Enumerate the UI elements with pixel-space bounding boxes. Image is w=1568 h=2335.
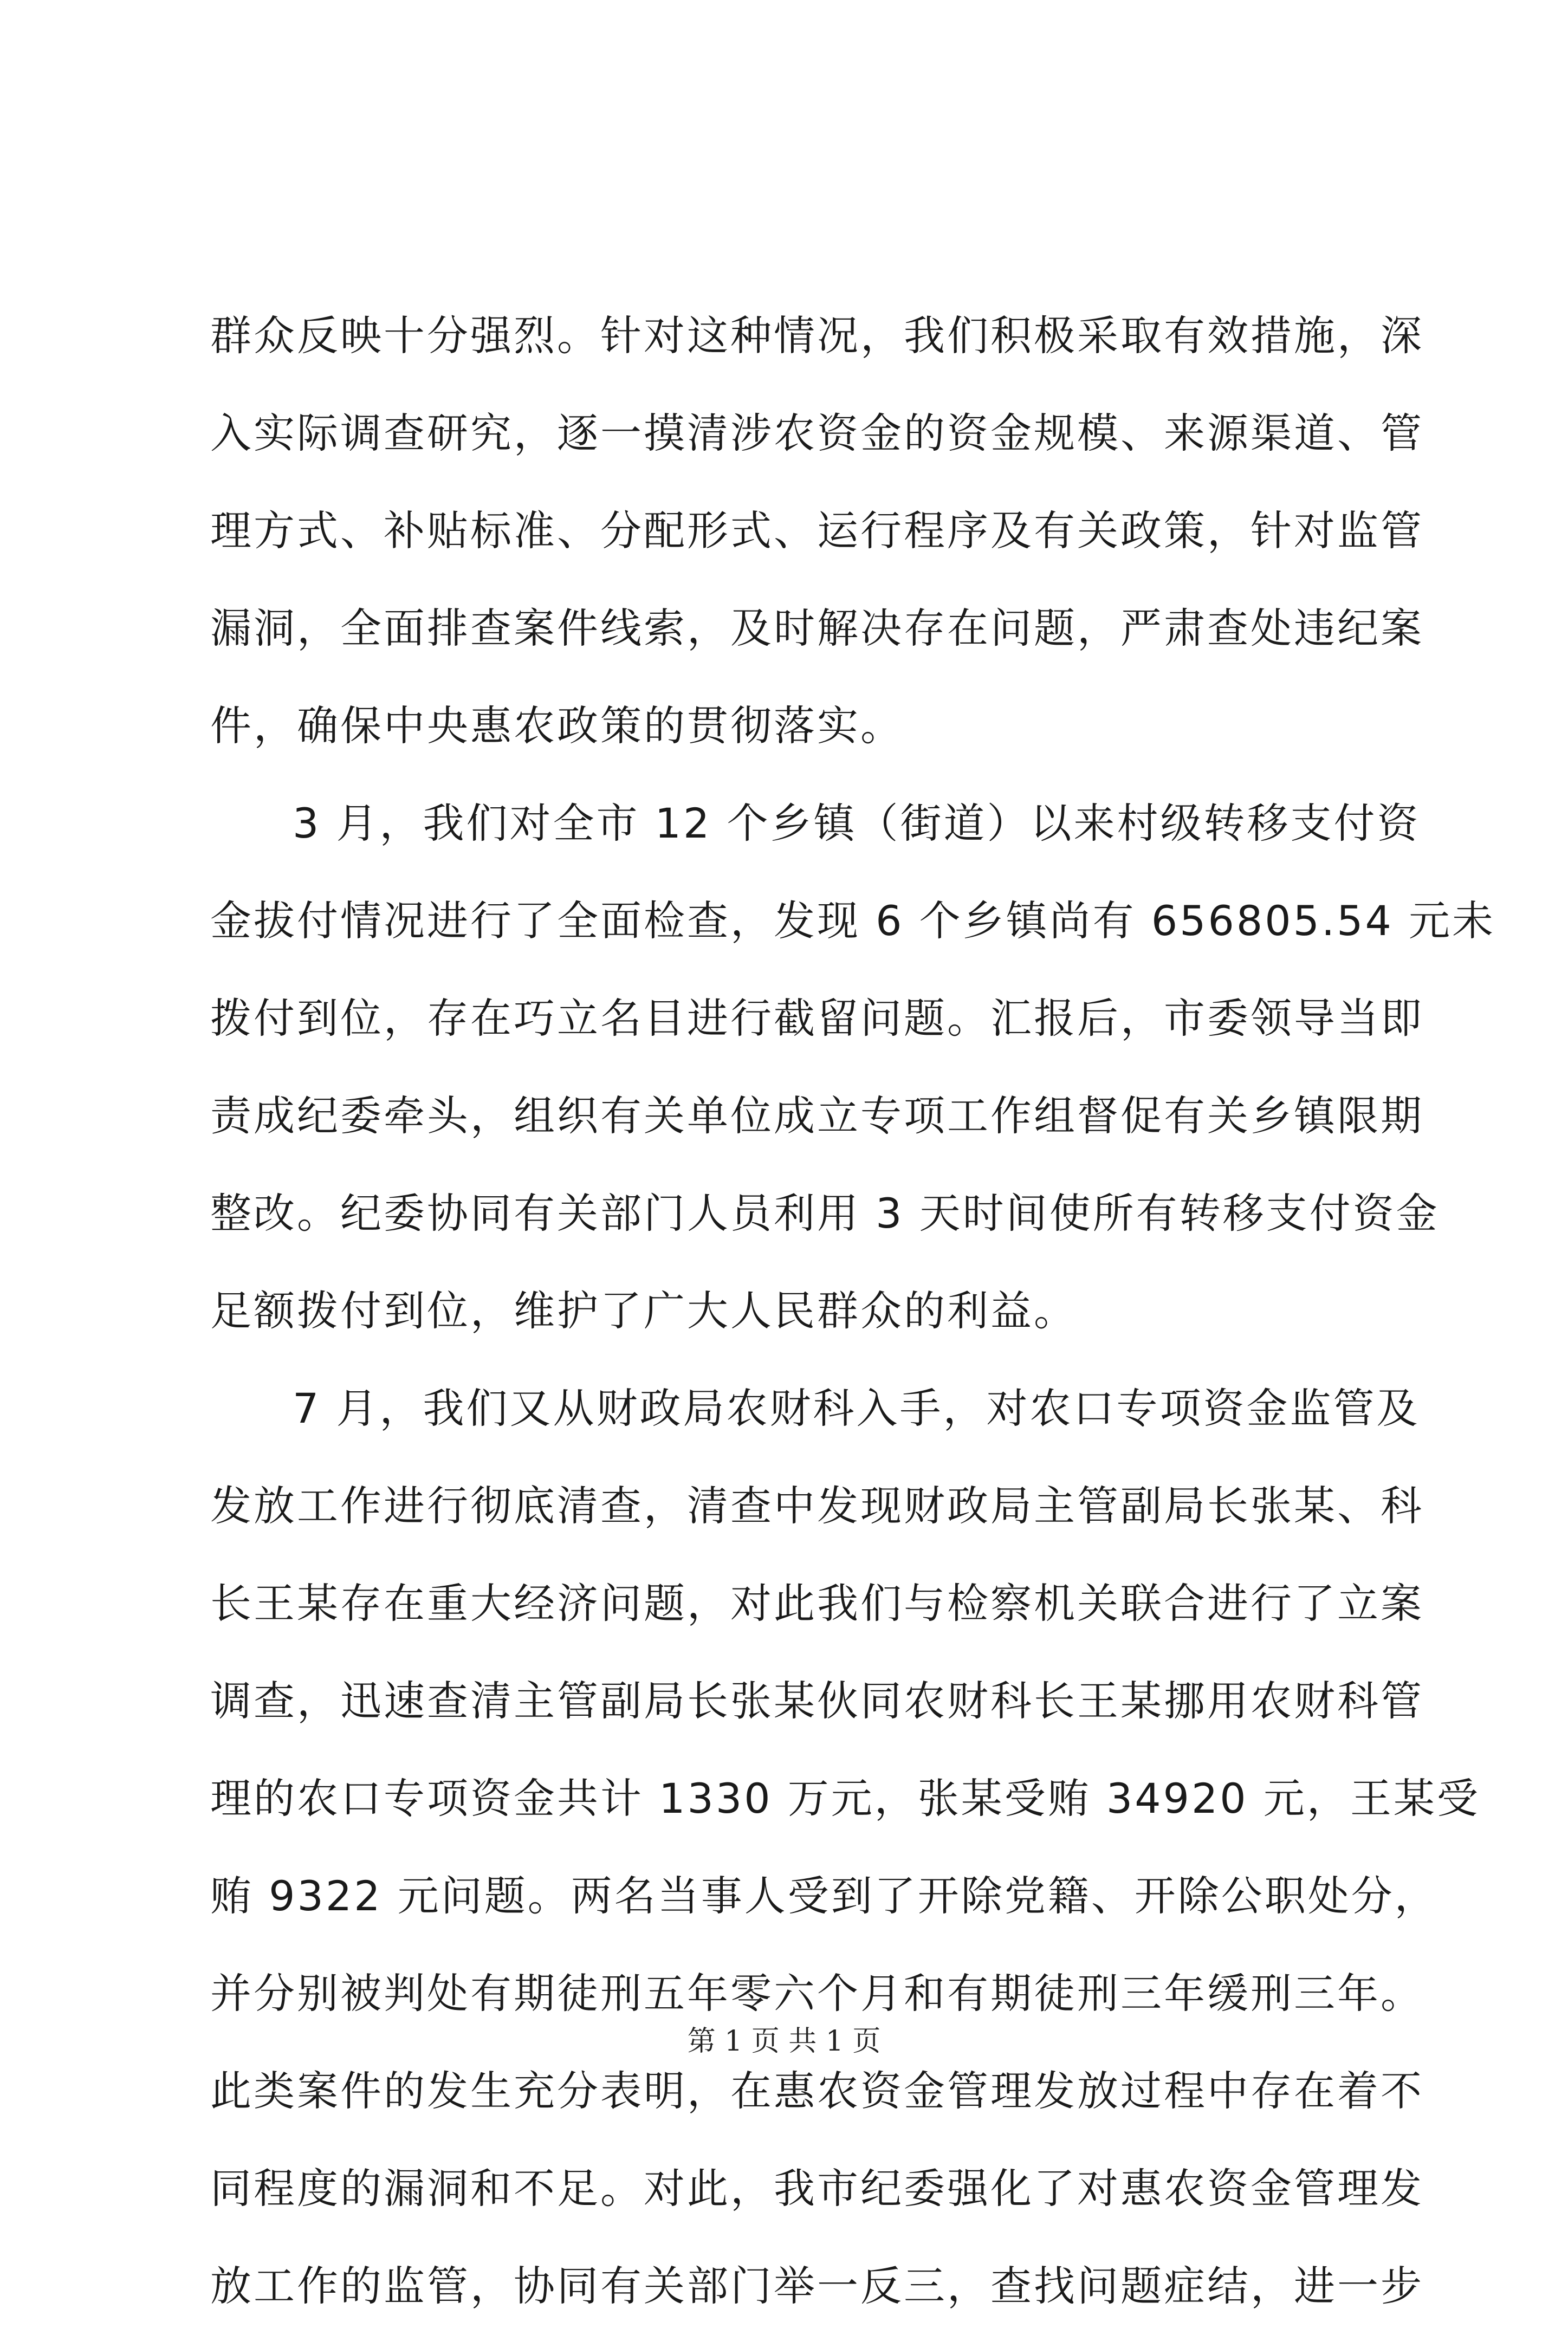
text-line: 整改。纪委协同有关部门人员利用 3 天时间使所有转移支付资金 [210, 1189, 1440, 1237]
text-line: 入实际调查研究，逐一摸清涉农资金的资金规模、来源渠道、管 [210, 409, 1424, 457]
text-line: 责成纪委牵头，组织有关单位成立专项工作组督促有关乡镇限期 [210, 1092, 1424, 1140]
text-line: 件，确保中央惠农政策的贯彻落实。 [210, 702, 904, 750]
text-line: 群众反映十分强烈。针对这种情况，我们积极采取有效措施，深 [210, 312, 1424, 360]
text-line: 此类案件的发生充分表明，在惠农资金管理发放过程中存在着不 [210, 2067, 1424, 2115]
text-line: 3 月，我们对全市 12 个乡镇（街道）以来村级转移支付资 [293, 799, 1421, 847]
text-line: 贿 9322 元问题。两名当事人受到了开除党籍、开除公职处分， [210, 1872, 1438, 1920]
text-line: 并分别被判处有期徒刑五年零六个月和有期徒刑三年缓刑三年。 [210, 1969, 1424, 2018]
text-line: 7 月，我们又从财政局农财科入手，对农口专项资金监管及 [293, 1384, 1420, 1432]
text-line: 调查，迅速查清主管副局长张某伙同农财科长王某挪用农财科管 [210, 1677, 1424, 1725]
text-line: 拨付到位，存在巧立名目进行截留问题。汇报后，市委领导当即 [210, 994, 1424, 1042]
text-line: 发放工作进行彻底清查，清查中发现财政局主管副局长张某、科 [210, 1482, 1424, 1530]
text-line: 理方式、补贴标准、分配形式、运行程序及有关政策，针对监管 [210, 507, 1424, 555]
text-line: 金拔付情况进行了全面检查，发现 6 个乡镇尚有 656805.54 元未 [210, 897, 1495, 945]
text-line: 理的农口专项资金共计 1330 万元，张某受贿 34920 元，王某受 [210, 1774, 1480, 1822]
text-line: 长王某存在重大经济问题，对此我们与检察机关联合进行了立案 [210, 1579, 1424, 1627]
page-footer: 第 1 页 共 1 页 [687, 2025, 881, 2058]
text-line: 放工作的监管，协同有关部门举一反三，查找问题症结，进一步 [210, 2262, 1424, 2310]
text-line: 同程度的漏洞和不足。对此，我市纪委强化了对惠农资金管理发 [210, 2164, 1424, 2213]
text-line: 漏洞，全面排查案件线索，及时解决存在问题，严肃查处违纪案 [210, 604, 1424, 652]
text-line: 足额拨付到位，维护了广大人民群众的利益。 [210, 1287, 1077, 1335]
